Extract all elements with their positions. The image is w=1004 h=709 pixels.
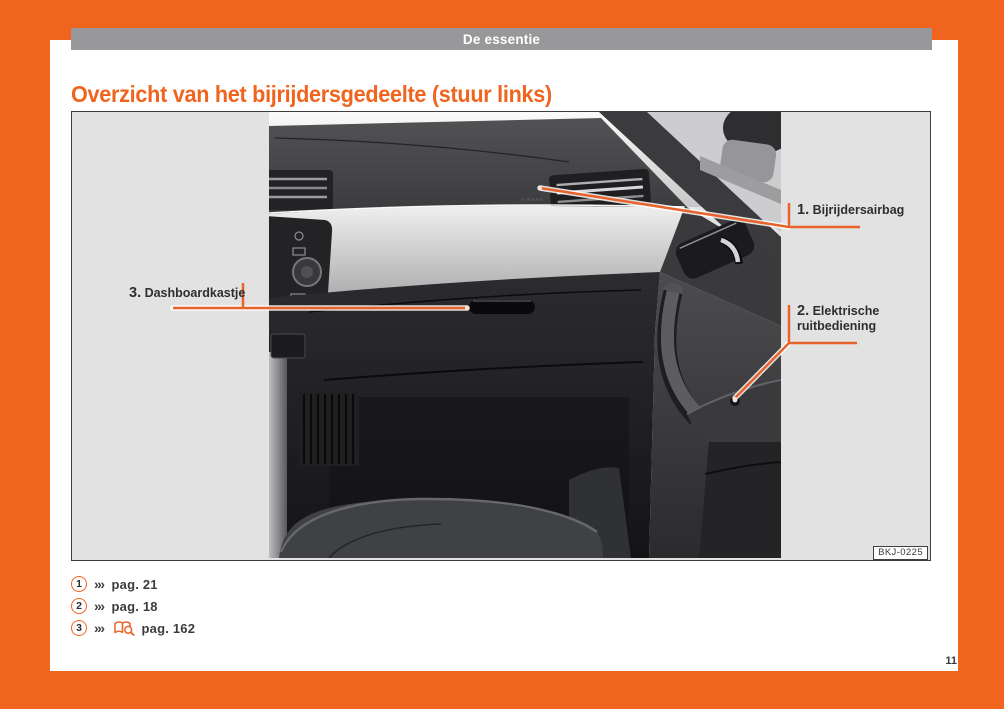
callout-number: 3. bbox=[129, 285, 142, 301]
page-title: Overzicht van het bijrijdersgedeelte (stuur links) bbox=[71, 81, 552, 108]
dashboard-figure bbox=[71, 111, 931, 561]
page-reference-link[interactable]: pag. 162 bbox=[141, 620, 196, 636]
speaker-grille bbox=[299, 392, 359, 466]
callout-elektrische-ruitbediening bbox=[797, 304, 889, 334]
book-search-icon bbox=[113, 620, 135, 637]
page-number: 11 bbox=[945, 655, 957, 667]
callout-number: 2. bbox=[797, 303, 810, 319]
legend-item-1 bbox=[71, 573, 195, 595]
callout-label: Elektrische ruitbediening bbox=[797, 304, 880, 333]
chevrons-icon: ››› bbox=[94, 620, 104, 636]
callout-bijrijdersairbag bbox=[797, 203, 904, 218]
ref-circle-1: 1 bbox=[71, 576, 87, 592]
left-air-vent bbox=[269, 170, 333, 210]
chapter-title: De essentie bbox=[462, 31, 541, 47]
legend-item-3 bbox=[71, 617, 195, 639]
chevrons-icon: ››› bbox=[94, 598, 104, 614]
chapter-header-bar bbox=[71, 28, 932, 50]
window-switch bbox=[733, 398, 738, 403]
glovebox-handle bbox=[469, 300, 535, 314]
ref-circle-3: 3 bbox=[71, 620, 87, 636]
chevrons-icon: ››› bbox=[94, 576, 104, 592]
page-reference-link[interactable]: pag. 18 bbox=[111, 598, 158, 614]
page-reference-link[interactable]: pag. 21 bbox=[111, 576, 158, 592]
console-side bbox=[269, 352, 287, 558]
legend-item-2 bbox=[71, 595, 195, 617]
callout-number: 1. bbox=[797, 202, 810, 218]
dashboard-photo bbox=[269, 112, 781, 558]
callout-label: Bijrijdersairbag bbox=[812, 203, 905, 217]
image-code-badge: BKJ-0225 bbox=[873, 546, 928, 560]
figure-legend bbox=[71, 573, 195, 639]
side-switch bbox=[271, 334, 305, 358]
door-lower bbox=[699, 442, 781, 558]
callout-label: Dashboardkastje bbox=[144, 286, 246, 300]
callout-dashboardkastje bbox=[129, 286, 245, 301]
ref-circle-2: 2 bbox=[71, 598, 87, 614]
airbag-emboss-text: AIRBAG bbox=[521, 197, 545, 202]
